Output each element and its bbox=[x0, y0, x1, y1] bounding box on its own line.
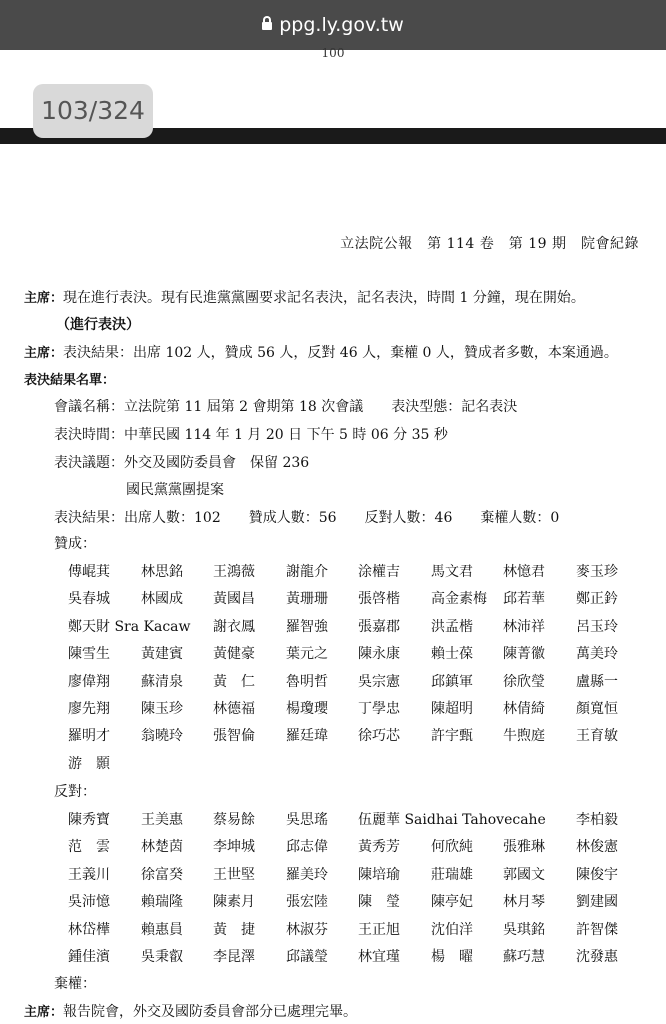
legislator-name: 楊 曜 bbox=[431, 949, 473, 965]
statement-text: 現在進行表決。現有民進黨黨團要求記名表決，記名表決，時間 1 分鐘，現在開始。 bbox=[63, 290, 585, 306]
vote-topic: 表決議題：外交及國防委員會 保留 236 bbox=[54, 455, 310, 471]
legislator-name: 鄭正鈐 bbox=[576, 591, 618, 608]
legislator-name: 王鴻薇 bbox=[213, 564, 255, 580]
legislator-name: 何欣純 bbox=[431, 839, 473, 856]
legislator-name: 黃秀芳 bbox=[358, 839, 400, 856]
legislator-name: 涂權吉 bbox=[358, 564, 400, 580]
chair-statement-2 bbox=[24, 342, 618, 362]
legislator-name: 吳沛憶 bbox=[68, 894, 110, 911]
legislator-name: 林憶君 bbox=[503, 564, 545, 580]
legislator-name: 黃 仁 bbox=[213, 673, 255, 690]
legislator-name: 許宇甄 bbox=[431, 728, 473, 745]
legislator-name: 陳雪生 bbox=[68, 646, 110, 663]
legislator-name: 黃國昌 bbox=[213, 591, 255, 608]
legislator-name: 馬文君 bbox=[431, 564, 473, 580]
legislator-name: 王育敏 bbox=[576, 728, 618, 745]
legislator-name: 陳菁徽 bbox=[503, 646, 545, 663]
legislator-name: 魯明哲 bbox=[286, 673, 328, 690]
legislator-name: 王世堅 bbox=[213, 866, 255, 883]
legislator-name: 廖偉翔 bbox=[68, 673, 110, 690]
document-header: 立法院公報 第 114 卷 第 19 期 院會紀錄 bbox=[340, 236, 639, 252]
legislator-name: 林德福 bbox=[213, 701, 255, 717]
legislator-name: 吳春城 bbox=[68, 591, 110, 608]
legislator-name: 林淑芬 bbox=[286, 921, 328, 938]
legislator-name: 邱若華 bbox=[503, 591, 545, 608]
legislator-name: 邱議瑩 bbox=[286, 949, 328, 965]
legislator-name: 鍾佳濱 bbox=[68, 949, 110, 965]
legislator-name: 賴瑞隆 bbox=[141, 894, 183, 911]
legislator-name: 莊瑞雄 bbox=[431, 866, 473, 883]
statement-text: 報告院會，外交及國防委員會部分已處理完畢。 bbox=[63, 1004, 358, 1020]
legislator-name: 麥玉珍 bbox=[576, 564, 618, 580]
legislator-name: 張宏陸 bbox=[286, 894, 328, 911]
vote-topic-proposer: 國民黨黨團提案 bbox=[126, 482, 224, 498]
legislator-name: 丁學忠 bbox=[358, 701, 400, 717]
legislator-name: 羅智強 bbox=[286, 618, 328, 635]
legislator-name: 陳素月 bbox=[213, 894, 255, 911]
legislator-name: 翁曉玲 bbox=[141, 728, 183, 745]
vote-time: 表決時間：中華民國 114 年 1 月 20 日 下午 5 時 06 分 35 秒 bbox=[54, 427, 448, 443]
legislator-name: 羅明才 bbox=[68, 728, 110, 745]
legislator-name: 萬美玲 bbox=[576, 646, 618, 663]
legislator-name: 徐富癸 bbox=[141, 866, 183, 883]
browser-address-bar[interactable] bbox=[0, 0, 666, 50]
legislator-name: 傅崐萁 bbox=[68, 564, 110, 580]
legislator-name: 王義川 bbox=[68, 866, 110, 883]
yes-label: 贊成： bbox=[54, 536, 96, 552]
legislator-name: 林思銘 bbox=[141, 564, 183, 580]
abstain-label: 棄權： bbox=[54, 976, 96, 992]
legislator-name: 黃珊珊 bbox=[286, 591, 328, 608]
legislator-name: 邱志偉 bbox=[286, 839, 328, 856]
statement-text: 表決結果：出席 102 人，贊成 56 人，反對 46 人，棄權 0 人，贊成者多數，本案通過。 bbox=[63, 345, 618, 361]
legislator-name: 林國成 bbox=[141, 591, 183, 608]
legislator-name: 李坤城 bbox=[213, 839, 255, 856]
legislator-name: 謝衣鳳 bbox=[213, 618, 255, 635]
legislator-name: 游 顥 bbox=[68, 755, 110, 772]
vote-result: 表決結果：出席人數：102 贊成人數：56 反對人數：46 棄權人數：0 bbox=[54, 510, 560, 526]
legislator-name: 張啓楷 bbox=[358, 591, 400, 608]
legislator-name: 黃建賓 bbox=[141, 646, 183, 663]
legislator-name: 陳永康 bbox=[358, 646, 400, 663]
legislator-name: 洪孟楷 bbox=[431, 618, 473, 635]
legislator-name: 李柏毅 bbox=[576, 812, 618, 828]
legislator-name: 蘇巧慧 bbox=[503, 949, 545, 965]
legislator-name: 林倩綺 bbox=[503, 701, 545, 717]
legislator-name: 徐欣瑩 bbox=[503, 673, 545, 690]
page-number: 100 bbox=[321, 46, 345, 60]
legislator-name: 吳思瑤 bbox=[286, 812, 328, 828]
legislator-name: 吳琪銘 bbox=[503, 921, 545, 938]
legislator-name: 郭國文 bbox=[503, 866, 545, 883]
url-display[interactable] bbox=[0, 14, 666, 36]
legislator-name: 張嘉郡 bbox=[358, 618, 400, 635]
legislator-name: 沈發惠 bbox=[576, 949, 618, 965]
legislator-name: 陳俊宇 bbox=[576, 866, 618, 883]
legislator-name: 羅廷瑋 bbox=[286, 728, 328, 745]
speaker-label: 主席： bbox=[24, 291, 64, 306]
legislator-name: 賴惠員 bbox=[141, 921, 183, 938]
legislator-name: 陳亭妃 bbox=[431, 894, 473, 911]
legislator-name: 王正旭 bbox=[358, 921, 400, 938]
legislator-name: 林宜瑾 bbox=[358, 949, 400, 965]
legislator-name: 徐巧芯 bbox=[358, 728, 400, 745]
legislator-name: 牛煦庭 bbox=[503, 728, 545, 745]
legislator-name: 林沛祥 bbox=[503, 618, 545, 635]
legislator-name: 廖先翔 bbox=[68, 701, 110, 717]
result-list-heading: 表決結果名單： bbox=[24, 373, 116, 388]
legislator-name: 林岱樺 bbox=[68, 921, 110, 938]
legislator-name: 陳 瑩 bbox=[358, 894, 400, 911]
lock-icon bbox=[262, 22, 272, 30]
speaker-label: 主席： bbox=[24, 1005, 64, 1020]
legislator-name: 蘇清泉 bbox=[141, 673, 183, 690]
no-label: 反對： bbox=[54, 784, 96, 800]
procedure-note: （進行表決） bbox=[56, 317, 140, 333]
legislator-name: 陳秀寶 bbox=[68, 812, 110, 828]
legislator-name: 鄭天財 Sra Kacaw bbox=[68, 618, 191, 635]
legislator-name: 張雅琳 bbox=[503, 839, 545, 856]
chair-statement-1 bbox=[24, 287, 585, 307]
legislator-name: 羅美玲 bbox=[286, 866, 328, 883]
url-text: ppg.ly.gov.tw bbox=[279, 14, 404, 36]
legislator-name: 陳培瑜 bbox=[358, 866, 400, 883]
legislator-name: 吳秉叡 bbox=[141, 949, 183, 965]
legislator-name: 沈伯洋 bbox=[431, 921, 473, 938]
legislator-name: 劉建國 bbox=[576, 894, 618, 911]
legislator-name: 賴士葆 bbox=[431, 646, 473, 663]
legislator-name: 蔡易餘 bbox=[213, 812, 255, 828]
legislator-name: 謝龍介 bbox=[286, 564, 328, 580]
legislator-name: 盧縣一 bbox=[576, 673, 618, 690]
meeting-name: 會議名稱：立法院第 11 屆第 2 會期第 18 次會議 表決型態：記名表決 bbox=[54, 399, 518, 415]
legislator-name: 王美惠 bbox=[141, 812, 183, 828]
legislator-name: 邱鎮軍 bbox=[431, 673, 473, 690]
legislator-name: 李昆澤 bbox=[213, 949, 255, 965]
legislator-name: 林楚茵 bbox=[141, 839, 183, 856]
legislator-name: 許智傑 bbox=[576, 921, 618, 938]
legislator-name: 葉元之 bbox=[286, 646, 328, 663]
legislator-name: 林俊憲 bbox=[576, 839, 618, 856]
legislator-name: 黃健豪 bbox=[213, 646, 255, 663]
legislator-name: 范 雲 bbox=[68, 839, 110, 856]
legislator-name: 陳超明 bbox=[431, 701, 473, 717]
speaker-label: 主席： bbox=[24, 346, 64, 361]
legislator-name: 林月琴 bbox=[503, 894, 545, 911]
legislator-name: 呂玉玲 bbox=[576, 618, 618, 635]
legislator-name: 楊瓊瓔 bbox=[286, 701, 328, 717]
page-counter-badge: 103/324 bbox=[33, 84, 153, 138]
legislator-name: 張智倫 bbox=[213, 728, 255, 745]
chair-statement-final bbox=[24, 1001, 357, 1021]
legislator-name: 吳宗憲 bbox=[358, 673, 400, 690]
legislator-name: 顏寬恒 bbox=[576, 701, 618, 717]
legislator-name: 陳玉珍 bbox=[141, 701, 183, 717]
legislator-name: 高金素梅 bbox=[431, 591, 487, 608]
legislator-name: 伍麗華 Saidhai Tahovecahe bbox=[358, 812, 546, 828]
legislator-name: 黃 捷 bbox=[213, 921, 255, 938]
